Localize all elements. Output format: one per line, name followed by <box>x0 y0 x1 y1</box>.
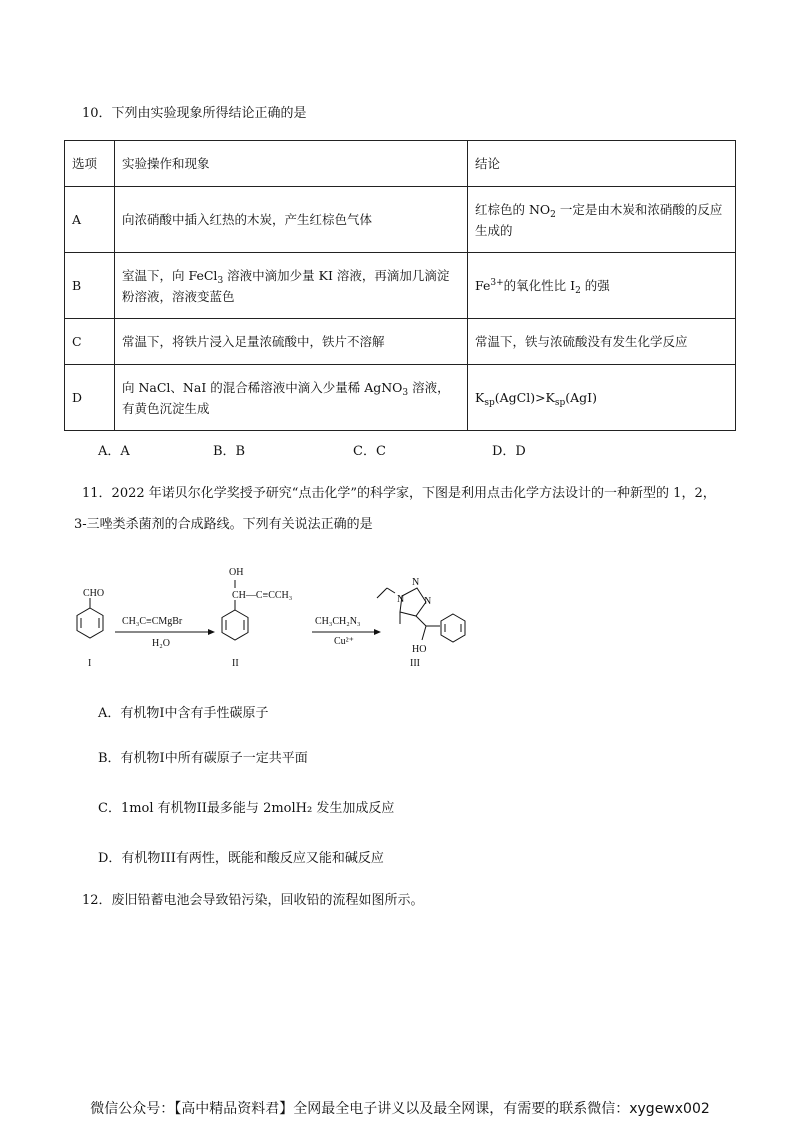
compound-1-structure <box>77 598 103 638</box>
compound-1-label: I <box>88 658 92 669</box>
ho-label: HO <box>412 644 427 655</box>
row-key: B <box>65 253 115 319</box>
header-option: 选项 <box>65 141 115 187</box>
reagent-1: CH₃C≡CMgBr <box>122 616 183 627</box>
row-operation: 常温下，将铁片浸入足量浓硫酸中，铁片不溶解 <box>115 319 468 365</box>
row-key: D <box>65 365 115 431</box>
table-row <box>65 253 736 319</box>
experiment-table <box>64 140 736 431</box>
triazole-n3: N <box>424 596 432 607</box>
table-header-row <box>65 141 736 187</box>
footer-contact: 微信公众号：【高中精品资料君】全网最全电子讲义以及最全网课，有需要的联系微信：xygewx002 <box>90 1101 710 1117</box>
table-row <box>65 319 736 365</box>
row-operation: 室温下，向 FeCl$_3$ 溶液中滴加少量 KI 溶液，再滴加几滴淀粉溶液，溶液变蓝色 <box>115 253 468 319</box>
compound-2-structure <box>222 580 248 640</box>
choice-a[interactable]: A．有机物I中含有手性碳原子 <box>98 706 269 721</box>
row-operation: 向 NaCl、NaI 的混合稀溶液中滴入少量稀 AgNO$_3$ 溶液，有黄色沉淀生成 <box>115 365 468 431</box>
option-a[interactable]: A．A <box>98 444 130 459</box>
row-conclusion: $K_{sp}(AgCl)>K_{sp}(AgI)$ <box>468 365 736 431</box>
question-12-stem: 12．废旧铅蓄电池会导致铅污染，回收铅的流程如图所示。 <box>82 893 424 908</box>
synthesis-scheme <box>60 558 500 678</box>
reaction-arrow-1-head <box>208 629 215 635</box>
row-key: A <box>65 187 115 253</box>
condition-1: H₂O <box>152 638 170 649</box>
triazole-n1: N <box>397 594 405 605</box>
row-conclusion: $Fe^{3+}$的氧化性比 $I_2$ 的强 <box>468 253 736 319</box>
reaction-arrow-2-head <box>374 629 381 635</box>
compound-3-structure <box>377 588 465 642</box>
row-conclusion: 常温下，铁与浓硫酸没有发生化学反应 <box>468 319 736 365</box>
question-11-stem-line1: 11．2022 年诺贝尔化学奖授予研究“点击化学”的科学家，下图是利用点击化学方法设计的一种新型的 1，2， <box>82 486 716 501</box>
triazole-n2: N <box>412 577 420 588</box>
side-chain-label: CH—C≡CCH₃ <box>232 590 293 601</box>
condition-2: Cu²⁺ <box>334 636 354 647</box>
row-conclusion: 红棕色的 $NO_2$ 一定是由木炭和浓硝酸的反应生成的 <box>468 187 736 253</box>
table-row <box>65 365 736 431</box>
option-c[interactable]: C．C <box>353 444 386 459</box>
compound-2-label: II <box>232 658 239 669</box>
cho-label: CHO <box>83 588 105 599</box>
header-conclusion: 结论 <box>468 141 736 187</box>
reagent-2: CH₃CH₂N₃ <box>315 616 361 627</box>
question-10-stem: 10．下列由实验现象所得结论正确的是 <box>82 106 307 121</box>
question-11-stem-line2: 3-三唑类杀菌剂的合成路线。下列有关说法正确的是 <box>74 517 373 532</box>
compound-3-label: III <box>410 658 420 669</box>
table-row <box>65 187 736 253</box>
row-key: C <box>65 319 115 365</box>
option-d[interactable]: D．D <box>492 444 526 459</box>
row-operation: 向浓硝酸中插入红热的木炭，产生红棕色气体 <box>115 187 468 253</box>
option-b[interactable]: B．B <box>213 444 246 459</box>
choice-c[interactable]: C．1mol 有机物II最多能与 2molH₂ 发生加成反应 <box>98 801 395 816</box>
oh-label: OH <box>229 567 244 578</box>
choice-d[interactable]: D．有机物III有两性，既能和酸反应又能和碱反应 <box>98 851 384 866</box>
header-operation: 实验操作和现象 <box>115 141 468 187</box>
choice-b[interactable]: B．有机物I中所有碳原子一定共平面 <box>98 751 308 766</box>
